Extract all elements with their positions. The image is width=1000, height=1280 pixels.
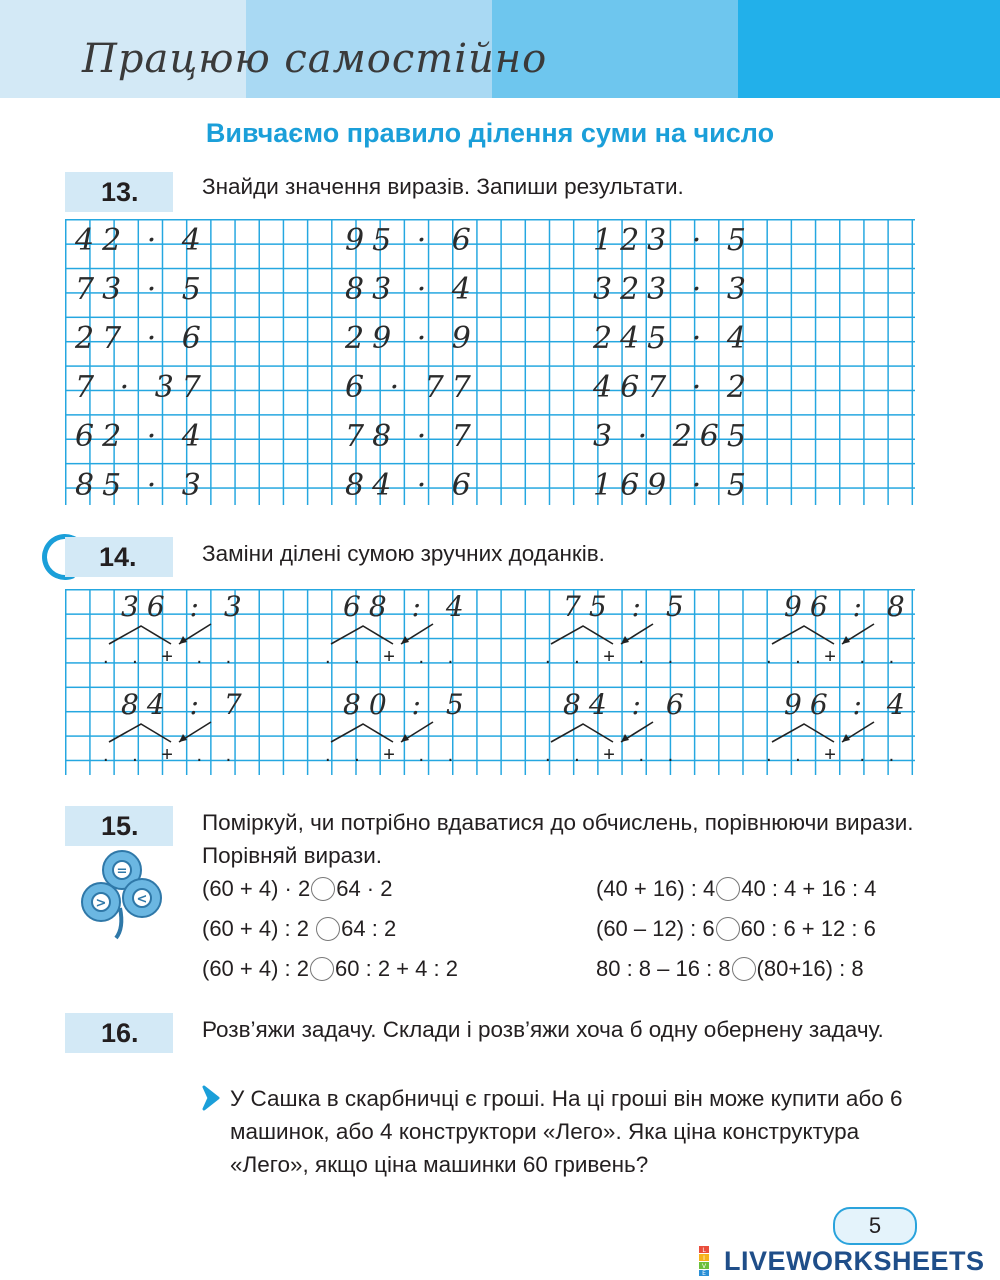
expression: 29 · 9 (345, 321, 479, 356)
division-item (545, 688, 735, 783)
header-band-4 (738, 0, 1000, 98)
clover-sign: < (136, 892, 148, 907)
sum-answer-template[interactable]: . . + . . (325, 646, 463, 668)
task16-number: 16. (65, 1013, 173, 1053)
expression: 85 · 3 (75, 468, 209, 503)
arrow-bullet-icon (202, 1085, 222, 1111)
expression: 169 · 5 (593, 468, 754, 503)
division-expression: 84 : 7 (121, 688, 250, 721)
expression: 73 · 5 (75, 272, 209, 307)
clover-sign: = (116, 864, 128, 879)
division-expression: 75 : 5 (563, 590, 692, 623)
expression: 467 · 2 (593, 370, 754, 405)
expression-b: 64 : 2 (341, 916, 397, 941)
expression: 3 · 265 (593, 419, 754, 454)
expression: 84 · 6 (345, 468, 479, 503)
expression: 42 · 4 (75, 223, 209, 258)
logo-letter: V (701, 1263, 707, 1270)
sum-answer-template[interactable]: . . + . . (103, 646, 241, 668)
watermark-text: LIVEWORKSHEETS (724, 1245, 985, 1276)
expression: 62 · 4 (75, 419, 209, 454)
clover-sign: > (95, 896, 107, 911)
comparison-right-3 (596, 956, 864, 982)
expression: 6 · 77 (345, 370, 479, 405)
expression: 83 · 4 (345, 272, 479, 307)
division-item (325, 688, 515, 783)
sum-answer-template[interactable]: . . + . . (545, 744, 683, 766)
comparison-left-3 (202, 956, 458, 982)
task14-number: 14. (65, 537, 173, 577)
division-item (766, 590, 956, 685)
expression-b: (80+16) : 8 (756, 956, 864, 981)
header-title: Працюю самостійно (82, 36, 548, 82)
sum-answer-template[interactable]: . . + . . (325, 744, 463, 766)
expression-a: 80 : 8 – 16 : 8 (596, 956, 731, 981)
comparison-left-2 (202, 916, 396, 942)
comparison-right-1 (596, 876, 876, 902)
expression-a: (60 – 12) : 6 (596, 916, 715, 941)
compare-circle-input[interactable] (716, 877, 740, 901)
expression: 78 · 7 (345, 419, 479, 454)
sum-answer-template[interactable]: . . + . . (766, 744, 904, 766)
expression: 95 · 6 (345, 223, 479, 258)
division-item (545, 590, 735, 685)
task15-instruction: Поміркуй, чи потрібно вдаватися до обчислень, порівнюючи вирази. Порівняй вирази. (202, 810, 914, 868)
division-expression: 36 : 3 (121, 590, 250, 623)
sum-answer-template[interactable]: . . + . . (766, 646, 904, 668)
division-expression: 96 : 4 (784, 688, 913, 721)
task16-instruction: Розв’яжи задачу. Склади і розв’яжи хоча б одну обернену задачу. (202, 1017, 884, 1042)
expression-a: (40 + 16) : 4 (596, 876, 716, 901)
compare-circle-input[interactable] (311, 877, 335, 901)
division-item (325, 590, 515, 685)
liveworksheets-logo-icon (698, 1245, 722, 1277)
task15-number: 15. (65, 806, 173, 846)
task16-problem: У Сашка в скарбничці є гроші. На ці гроші він може купити або 6 машинок, або 4 конструктори «Лего». Яка ціна конструктура «Лего», якщо ціна машинки 60 гривень? (230, 1086, 903, 1177)
division-expression: 68 : 4 (343, 590, 472, 623)
expression: 245 · 4 (593, 321, 754, 356)
division-expression: 84 : 6 (563, 688, 692, 721)
compare-circle-input[interactable] (732, 957, 756, 981)
section-title: Вивчаємо правило ділення суми на число (205, 118, 775, 148)
sum-answer-template[interactable]: . . + . . (545, 646, 683, 668)
comparison-right-2 (596, 916, 876, 942)
expression: 323 · 3 (593, 272, 754, 307)
compare-circle-input[interactable] (310, 957, 334, 981)
division-item (766, 688, 956, 783)
expression-b: 60 : 6 + 12 : 6 (740, 916, 876, 941)
task13-grid[interactable] (65, 219, 915, 505)
expression-a: (60 + 4) : 2 (202, 916, 310, 941)
sum-answer-template[interactable]: . . + . . (103, 744, 241, 766)
division-item (103, 590, 293, 685)
expression: 27 · 6 (75, 321, 209, 356)
logo-letter: E (702, 1270, 706, 1277)
expression-b: 60 : 2 + 4 : 2 (335, 956, 458, 981)
division-item (103, 688, 293, 783)
expression-b: 64 · 2 (336, 876, 393, 901)
logo-letter: I (703, 1255, 705, 1262)
expression-a: (60 + 4) · 2 (202, 876, 311, 901)
task14-instruction: Заміни ділені сумою зручних доданків. (202, 541, 605, 566)
expression-a: (60 + 4) : 2 (202, 956, 310, 981)
compare-circle-input[interactable] (716, 917, 740, 941)
division-expression: 80 : 5 (343, 688, 472, 721)
task13-number: 13. (65, 172, 173, 212)
compare-circle-input[interactable] (316, 917, 340, 941)
logo-letter: L (702, 1247, 706, 1254)
comparison-left-1 (202, 876, 392, 902)
expression: 7 · 37 (75, 370, 209, 405)
division-expression: 96 : 8 (784, 590, 913, 623)
page-number: 5 (833, 1207, 917, 1245)
expression: 123 · 5 (593, 223, 754, 258)
clover-icon (76, 848, 168, 940)
task13-instruction: Знайди значення виразів. Запиши результати. (202, 174, 684, 199)
expression-b: 40 : 4 + 16 : 4 (741, 876, 877, 901)
liveworksheets-watermark (698, 1244, 985, 1278)
